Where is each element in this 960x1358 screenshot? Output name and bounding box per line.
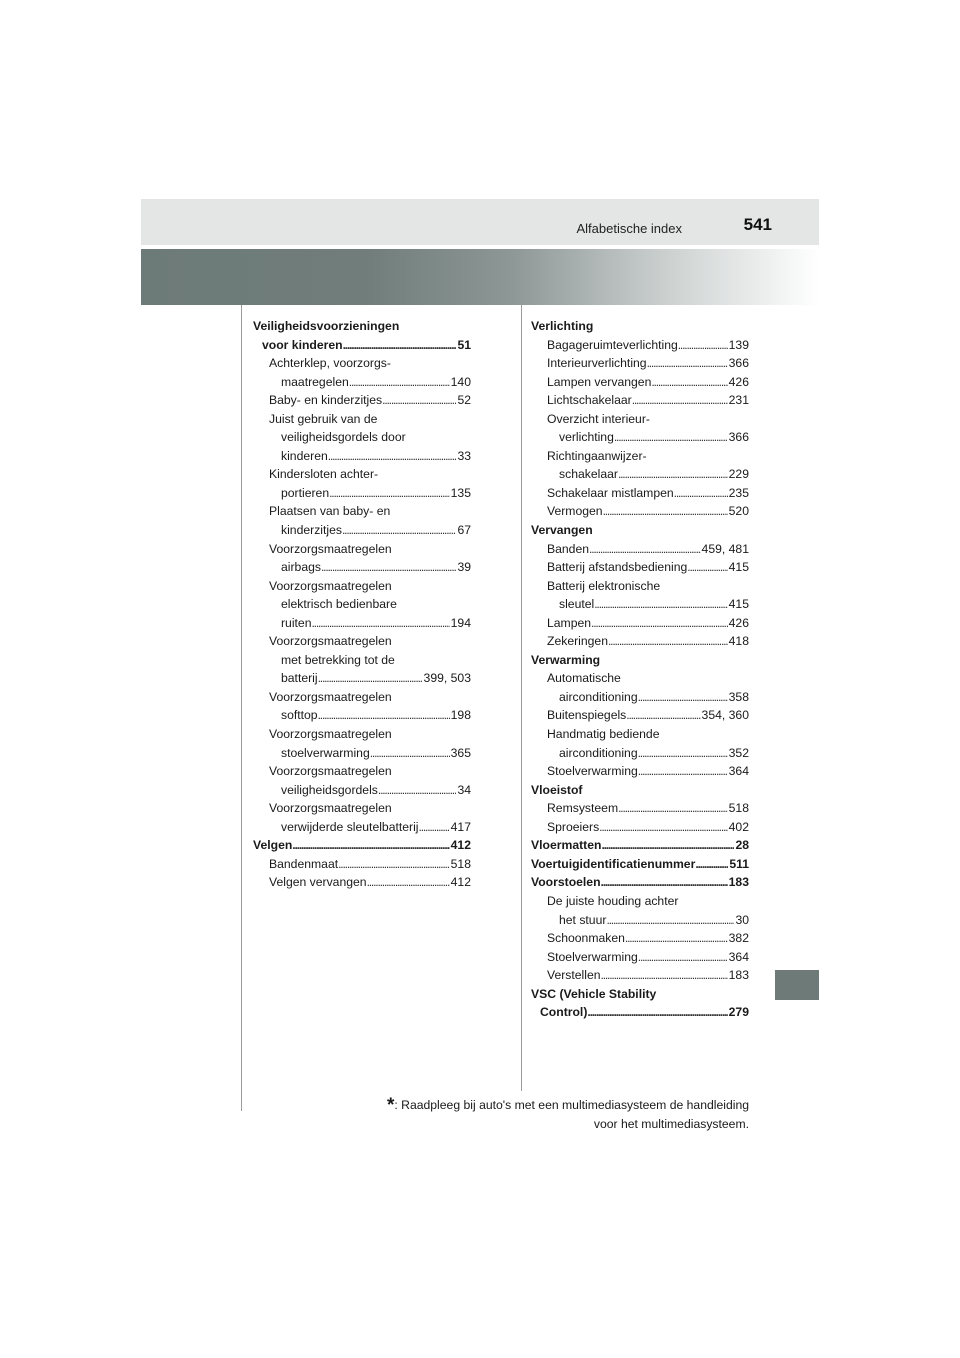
index-entry-text: Automatische: [547, 671, 621, 686]
index-entry-page: 418: [728, 634, 749, 649]
index-entry: [531, 762, 749, 781]
index-entry-page: 235: [728, 485, 749, 500]
dot-leader: [614, 428, 728, 447]
index-entry: [253, 465, 471, 484]
index-entry-page: 231: [728, 393, 749, 408]
index-entry-text: Kindersloten achter-: [269, 467, 379, 482]
index-entry-text: Batterij elektronische: [547, 578, 661, 593]
dot-leader: [618, 465, 728, 484]
index-entry: [253, 595, 471, 614]
index-entry-text: softtop: [281, 708, 318, 723]
index-entry: [531, 391, 749, 410]
index-entry-text: Vermogen: [547, 504, 603, 519]
index-entry-page: 183: [728, 968, 749, 983]
dot-leader: [343, 336, 457, 355]
dot-leader: [589, 540, 701, 559]
index-entry: [253, 428, 471, 447]
index-entry-page: 139: [728, 337, 749, 352]
index-entry: [531, 502, 749, 521]
index-entry-page: 415: [728, 560, 749, 575]
index-entry: [253, 447, 471, 466]
index-entry-text: Interieurverlichting: [547, 356, 647, 371]
index-entry-page: 140: [450, 374, 471, 389]
index-entry: [531, 799, 749, 818]
index-entry: [253, 744, 471, 763]
chapter-gradient-bar: [141, 249, 819, 305]
dot-leader: [618, 799, 728, 818]
index-entry-page: 365: [450, 745, 471, 760]
dot-leader: [601, 966, 728, 985]
index-entry: [531, 540, 749, 559]
index-entry: [253, 632, 471, 651]
index-entry-text: Schoonmaken: [547, 931, 625, 946]
dot-leader: [342, 521, 456, 540]
index-entry: [253, 873, 471, 892]
dot-leader: [625, 929, 728, 948]
footnote-marker: *: [386, 1095, 395, 1116]
index-entry-text: Voorzorgsmaatregelen: [269, 541, 392, 556]
index-entry: [531, 688, 749, 707]
dot-leader: [626, 706, 700, 725]
dot-leader: [687, 558, 727, 577]
dot-leader: [638, 744, 728, 763]
index-entry-text: Zekeringen: [547, 634, 608, 649]
index-entry: [531, 725, 749, 744]
index-entry-text: airconditioning: [559, 745, 638, 760]
index-entry: [253, 669, 471, 688]
index-entry-text: Voorzorgsmaatregelen: [269, 727, 392, 742]
index-entry-text: Lichtschakelaar: [547, 393, 632, 408]
index-entry: [531, 1003, 749, 1022]
dot-leader: [370, 744, 450, 763]
index-entry-page: 198: [450, 708, 471, 723]
index-entry: [253, 373, 471, 392]
dot-leader: [695, 855, 728, 874]
index-entry-page: 399, 503: [423, 671, 471, 686]
dot-leader: [349, 373, 450, 392]
index-entry-text: airbags: [281, 560, 321, 575]
index-entry-page: 382: [728, 931, 749, 946]
dot-leader: [601, 836, 734, 855]
index-entry: [531, 948, 749, 967]
index-entry-text: airconditioning: [559, 689, 638, 704]
dot-leader: [328, 447, 457, 466]
index-entry: [531, 465, 749, 484]
index-entry: [253, 521, 471, 540]
index-entry-text: Banden: [547, 541, 590, 556]
column-divider: [521, 305, 522, 1091]
left-rule: [241, 305, 242, 1111]
index-entry-text: verwijderde sleutelbatterij: [281, 819, 419, 834]
index-entry-text: Lampen vervangen: [547, 374, 652, 389]
index-entry: [531, 873, 749, 892]
index-entry-text: Verlichting: [531, 319, 594, 333]
index-entry-text: Baby- en kinderzitjes: [269, 393, 383, 408]
index-entry: [531, 911, 749, 930]
index-entry-text: Verwarming: [531, 652, 601, 667]
index-entry: [253, 484, 471, 503]
index-entry-text: VSC (Vehicle Stability: [531, 986, 657, 1001]
index-entry-text: Veiligheidsvoorzieningen: [253, 319, 400, 333]
index-entry-text: Batterij afstandsbediening: [547, 560, 688, 575]
index-entry-text: het stuur: [559, 912, 607, 927]
dot-leader: [599, 818, 727, 837]
index-entry-text: Velgen vervangen: [269, 875, 367, 890]
index-entry-page: 366: [728, 430, 749, 445]
index-entry-text: portieren: [281, 485, 330, 500]
dot-leader: [419, 818, 450, 837]
index-entry-text: stoelverwarming: [281, 745, 370, 760]
index-entry-page: 183: [728, 875, 749, 890]
index-entry-page: 364: [728, 949, 749, 964]
index-entry-text: Plaatsen van baby- en: [269, 504, 391, 519]
index-entry-page: 51: [457, 337, 471, 352]
index-entry-page: 402: [728, 819, 749, 834]
index-entry-text: Voertuigidentificatienummer: [531, 856, 696, 871]
dot-leader: [678, 336, 728, 355]
index-entry-page: 28: [735, 838, 749, 853]
index-entry: [531, 744, 749, 763]
index-entry-page: 229: [728, 467, 749, 482]
dot-leader: [632, 391, 728, 410]
index-entry-text: Sproeiers: [547, 819, 600, 834]
dot-leader: [292, 836, 449, 855]
index-entry-page: 39: [457, 560, 471, 575]
dot-leader: [638, 688, 728, 707]
dot-leader: [647, 354, 728, 373]
dot-leader: [378, 781, 457, 800]
index-entry-page: 366: [728, 356, 749, 371]
index-entry-text: Voorzorgsmaatregelen: [269, 689, 392, 704]
dot-leader: [603, 502, 728, 521]
index-entry-text: sleutel: [559, 597, 595, 612]
index-entry-page: 34: [457, 782, 471, 797]
index-entry-text: elektrisch bedienbare: [281, 597, 397, 612]
index-entry: [531, 855, 749, 874]
index-entry-text: Bandenmaat: [269, 856, 339, 871]
chapter-thumb-tab: [775, 970, 819, 1000]
index-entry-page: 518: [450, 856, 471, 871]
index-entry: [531, 373, 749, 392]
index-entry: [531, 595, 749, 614]
index-entry-page: 412: [450, 875, 471, 890]
index-entry-text: Vloermatten: [531, 838, 602, 853]
dot-leader: [606, 911, 734, 930]
index-entry: [253, 651, 471, 670]
index-entry-page: 511: [729, 856, 749, 871]
index-entry-text: kinderzitjes: [281, 523, 342, 538]
index-entry: [531, 484, 749, 503]
index-entry-text: Verstellen: [547, 968, 601, 983]
index-entry-text: Richtingaanwijzer-: [547, 448, 647, 463]
dot-leader: [329, 484, 450, 503]
index-entry-text: Voorzorgsmaatregelen: [269, 578, 392, 593]
dot-leader: [382, 391, 456, 410]
index-entry-page: 354, 360: [701, 708, 749, 723]
index-entry-page: 518: [728, 801, 749, 816]
index-column-left: [253, 317, 471, 892]
dot-leader: [594, 595, 727, 614]
index-entry-text: batterij: [281, 671, 318, 686]
index-entry-text: Voorstoelen: [531, 875, 601, 890]
dot-leader: [601, 873, 728, 892]
index-entry-text: veiligheidsgordels: [281, 782, 378, 797]
index-entry-text: Vloeistof: [531, 782, 583, 797]
footnote: [330, 1096, 749, 1133]
index-entry-text: Achterklep, voorzorgs-: [269, 356, 391, 371]
index-entry: [253, 558, 471, 577]
index-entry-text: Velgen: [253, 838, 293, 853]
dot-leader: [338, 855, 450, 874]
index-entry-page: 426: [728, 615, 749, 630]
index-entry: [253, 336, 471, 355]
index-entry: [253, 354, 471, 373]
index-entry: [531, 521, 749, 540]
index-entry: [253, 317, 471, 336]
index-entry-text: Voorzorgsmaatregelen: [269, 764, 392, 779]
index-entry-text: schakelaar: [559, 467, 618, 482]
index-entry: [253, 502, 471, 521]
index-entry-text: maatregelen: [281, 374, 349, 389]
index-entry: [531, 354, 749, 373]
index-entry-text: Schakelaar mistlampen: [547, 485, 674, 500]
dot-leader: [318, 669, 423, 688]
index-entry: [531, 614, 749, 633]
section-title: Alfabetische index: [576, 221, 682, 236]
index-entry: [531, 336, 749, 355]
index-entry: [253, 855, 471, 874]
index-entry-text: Stoelverwarming: [547, 764, 638, 779]
index-entry: [531, 818, 749, 837]
index-entry-text: kinderen: [281, 448, 328, 463]
index-entry-page: 135: [450, 485, 471, 500]
index-entry: [531, 447, 749, 466]
dot-leader: [638, 948, 728, 967]
index-entry: [253, 836, 471, 855]
index-entry: [531, 632, 749, 651]
index-entry-text: Lampen: [547, 615, 592, 630]
index-entry: [253, 725, 471, 744]
index-entry-text: Handmatig bediende: [547, 727, 660, 742]
index-entry: [253, 688, 471, 707]
footnote-line-1: : Raadpleeg bij auto's met een multimediasysteem de handleiding: [394, 1098, 749, 1112]
index-entry-page: 67: [457, 523, 471, 538]
index-column-right: [531, 317, 749, 1022]
index-entry-text: ruiten: [281, 615, 312, 630]
index-entry: [531, 428, 749, 447]
index-entry-page: 459, 481: [701, 541, 749, 556]
dot-leader: [674, 484, 728, 503]
index-entry: [531, 706, 749, 725]
index-entry-page: 364: [728, 764, 749, 779]
dot-leader: [321, 558, 456, 577]
index-entry-text: Bagageruimteverlichting: [547, 337, 678, 352]
index-entry-page: 358: [728, 689, 749, 704]
index-entry: [253, 540, 471, 559]
index-entry: [253, 391, 471, 410]
index-entry: [531, 410, 749, 429]
index-entry-page: 279: [728, 1005, 749, 1020]
index-entry-page: 52: [457, 393, 471, 408]
dot-leader: [591, 614, 728, 633]
page-number: 541: [743, 215, 772, 234]
index-entry-text: Buitenspiegels: [547, 708, 627, 723]
dot-leader: [318, 706, 450, 725]
index-entry: [253, 762, 471, 781]
index-entry-text: Juist gebruik van de: [269, 411, 378, 426]
index-entry: [531, 836, 749, 855]
index-entry-page: 352: [728, 745, 749, 760]
dot-leader: [638, 762, 728, 781]
index-entry-text: Vervangen: [531, 523, 593, 538]
index-entry-page: 426: [728, 374, 749, 389]
dot-leader: [608, 632, 728, 651]
index-entry-text: Control): [540, 1005, 588, 1020]
dot-leader: [312, 614, 450, 633]
index-entry: [531, 317, 749, 336]
dot-leader: [367, 873, 450, 892]
index-entry: [531, 577, 749, 596]
index-entry-page: 33: [457, 448, 471, 463]
index-entry: [531, 669, 749, 688]
index-entry-page: 30: [735, 912, 749, 927]
index-entry: [531, 985, 749, 1004]
index-entry-text: verlichting: [559, 430, 614, 445]
index-entry-text: voor kinderen: [262, 337, 343, 352]
index-entry-page: 412: [450, 838, 471, 853]
index-entry: [531, 892, 749, 911]
index-entry: [253, 818, 471, 837]
index-entry-text: Remsysteem: [547, 801, 619, 816]
index-entry: [531, 558, 749, 577]
index-entry-page: 194: [450, 615, 471, 630]
index-entry: [253, 706, 471, 725]
index-entry: [531, 781, 749, 800]
index-entry: [531, 929, 749, 948]
index-entry-page: 417: [450, 819, 471, 834]
index-entry: [253, 614, 471, 633]
dot-leader: [651, 373, 727, 392]
index-entry: [253, 410, 471, 429]
index-entry: [531, 966, 749, 985]
index-entry-text: met betrekking tot de: [281, 652, 395, 667]
index-entry-text: Voorzorgsmaatregelen: [269, 634, 392, 649]
index-entry-page: 520: [728, 504, 749, 519]
index-entry-text: Voorzorgsmaatregelen: [269, 801, 392, 816]
index-entry-text: Overzicht interieur-: [547, 411, 650, 426]
index-entry: [531, 651, 749, 670]
dot-leader: [587, 1003, 727, 1022]
index-entry-text: De juiste houding achter: [547, 893, 679, 908]
footnote-line-2: voor het multimediasysteem.: [593, 1117, 749, 1131]
index-entry-page: 415: [728, 597, 749, 612]
index-entry: [253, 577, 471, 596]
index-entry-text: veiligheidsgordels door: [281, 430, 406, 445]
index-entry: [253, 799, 471, 818]
index-entry: [253, 781, 471, 800]
index-entry-text: Stoelverwarming: [547, 949, 638, 964]
